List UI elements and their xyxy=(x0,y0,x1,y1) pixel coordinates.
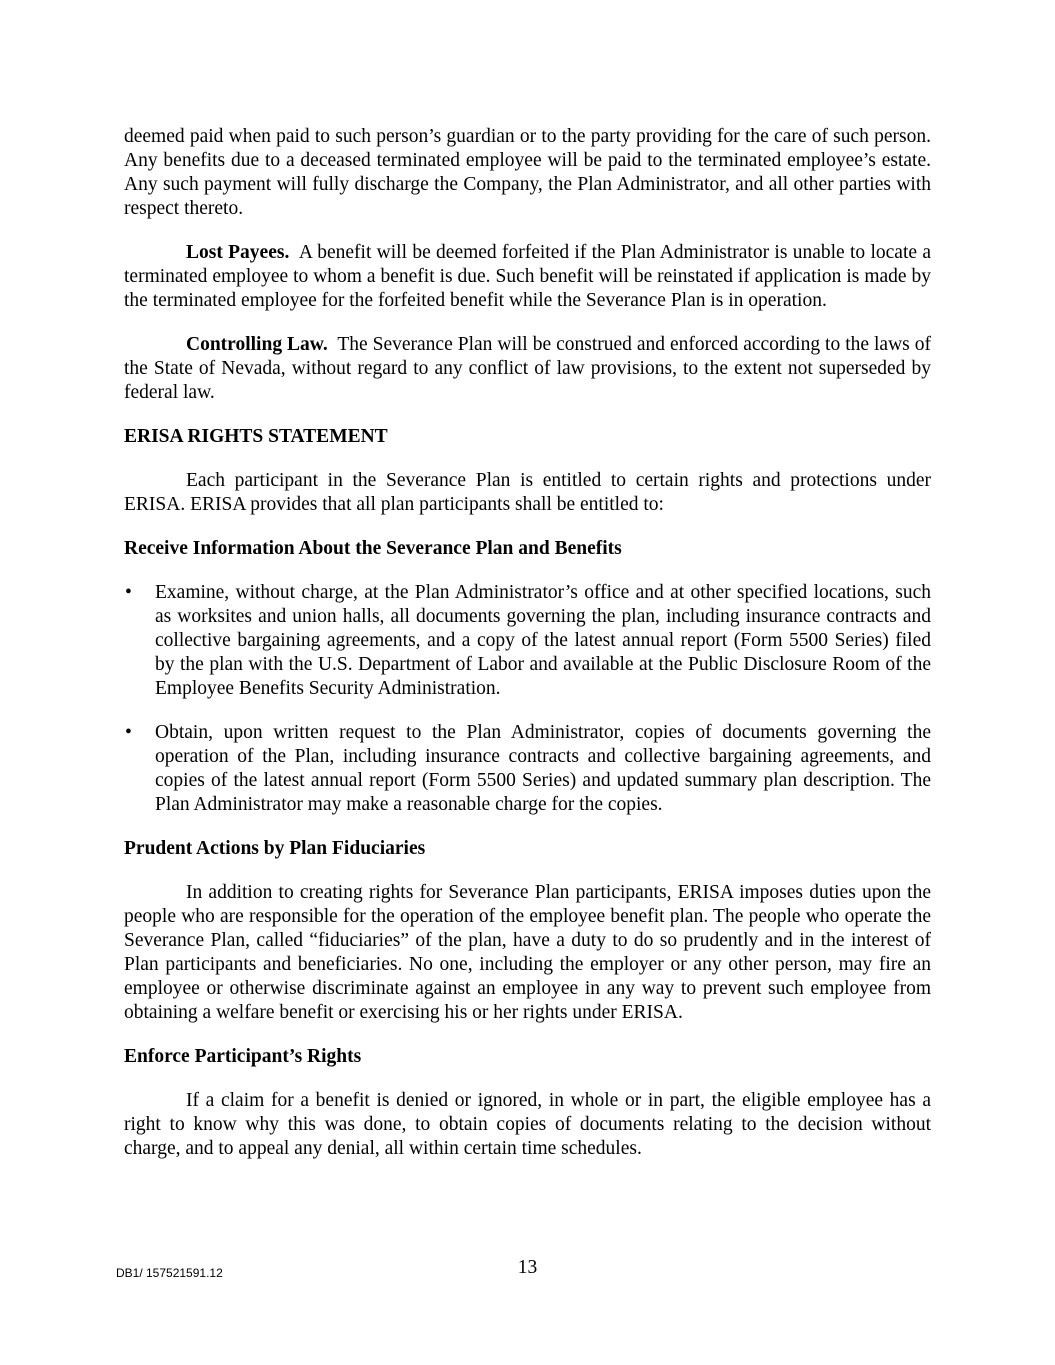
list-item xyxy=(124,721,931,817)
erisa-intro-paragraph: Each participant in the Severance Plan is entitled to certain rights and protections under ERISA. ERISA provides that all plan participants shall be entitled to: xyxy=(124,470,931,515)
paragraph-controlling-law xyxy=(124,333,931,405)
document-page xyxy=(124,125,931,1181)
paragraph-lost-payees xyxy=(124,241,931,313)
receive-information-list xyxy=(124,581,931,817)
lost-payees-heading: Lost Payees. xyxy=(186,242,290,263)
erisa-rights-heading: ERISA RIGHTS STATEMENT xyxy=(124,426,388,447)
prudent-actions-paragraph: In addition to creating rights for Severance Plan participants, ERISA imposes duties upon the people who are responsible for the operation of the employee benefit plan. The people who operate the Severance Plan, called “fiduciaries” of the plan, have a duty to do so prudently and in the interest of Plan participants and beneficiaries. No one, including the employer or any other person, may fire an employee or otherwise discriminate against an employee in any way to prevent such employee from obtaining a welfare benefit or exercising his or her rights under ERISA. xyxy=(124,882,931,1023)
controlling-law-heading: Controlling Law. xyxy=(186,334,328,355)
prudent-actions-heading: Prudent Actions by Plan Fiduciaries xyxy=(124,838,426,859)
receive-information-heading: Receive Information About the Severance Plan and Benefits xyxy=(124,538,622,559)
bullet-icon: • xyxy=(125,582,132,603)
document-id: DB1/ 157521591.12 xyxy=(116,1266,223,1280)
page-number: 13 xyxy=(517,1257,538,1278)
bullet-text-examine: Examine, without charge, at the Plan Administrator’s office and at other specified locations, such as worksites and union halls, all documents governing the plan, including insurance contracts and collective bargaining agreements, and a copy of the latest annual report (Form 5500 Series) filed by the plan with the U.S. Department of Labor and available at the Public Disclosure Room of the Employee Benefits Security Administration. xyxy=(155,582,931,699)
lost-payees-text: A benefit will be deemed forfeited if the Plan Administrator is unable to locate a terminated employee to whom a benefit is due. Such benefit will be reinstated if application is made by the terminated employee for the forfeited benefit while the Severance Plan is in operation. xyxy=(124,242,931,311)
list-item xyxy=(124,581,931,701)
paragraph-guardian-payment: deemed paid when paid to such person’s guardian or to the party providing for the care of such person. Any benefits due to a deceased terminated employee will be paid to the terminated employee’s estate. Any such payment will fully discharge the Company, the Plan Administrator, and all other parties with respect thereto. xyxy=(124,126,931,219)
enforce-rights-heading: Enforce Participant’s Rights xyxy=(124,1046,362,1067)
enforce-rights-paragraph: If a claim for a benefit is denied or ignored, in whole or in part, the eligible employee has a right to know why this was done, to obtain copies of documents relating to the decision without charge, and to appeal any denial, all within certain time schedules. xyxy=(124,1090,931,1159)
bullet-icon: • xyxy=(125,722,132,743)
bullet-text-obtain: Obtain, upon written request to the Plan Administrator, copies of documents governing the operation of the Plan, including insurance contracts and collective bargaining agreements, and copies of the latest annual report (Form 5500 Series) and updated summary plan description. The Plan Administrator may make a reasonable charge for the copies. xyxy=(155,722,931,815)
controlling-law-text: The Severance Plan will be construed and enforced according to the laws of the State of Nevada, without regard to any conflict of law provisions, to the extent not superseded by federal law. xyxy=(124,334,931,403)
